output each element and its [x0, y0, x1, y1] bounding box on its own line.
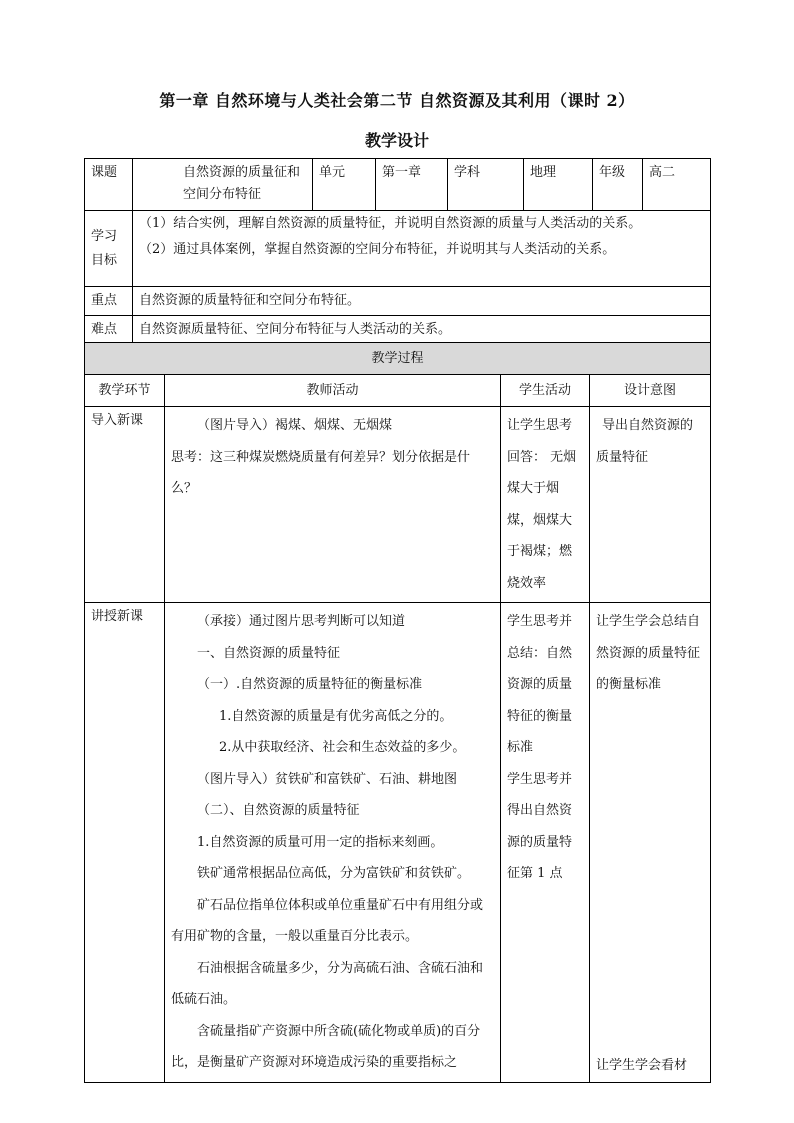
- col-stage-header: 教学环节: [85, 375, 165, 407]
- page-title: 第一章 自然环境与人类社会第二节 自然资源及其利用（课时 2）: [159, 91, 635, 110]
- teacher-line-12: 含硫量指矿产资源中所含硫(硫化物或单质)的百分比，是衡量矿产资源对环境造成污染的重要指标之: [171, 1023, 481, 1070]
- intro-teacher-line-2: 思考：这三种煤炭燃烧质量有何差异？划分依据是什么？: [171, 449, 471, 496]
- objective-item-1: （1）结合实例，理解自然资源的质量特征，并说明自然资源的质量与人类活动的关系。: [139, 216, 642, 231]
- teacher-line-7: （二）、自然资源的质量特征: [197, 803, 360, 818]
- intro-row: [85, 407, 711, 603]
- topic-label: 课题: [85, 159, 133, 211]
- design-text-1: 让学生学会总结自然资源的质量特征的衡量标准: [596, 614, 701, 692]
- subject-label: 学科: [448, 159, 524, 211]
- teacher-line-3: （一）.自然资源的质量特征的衡量标准: [197, 677, 423, 692]
- teacher-line-1: （承接）通过图片思考判断可以知道: [197, 614, 406, 629]
- teacher-line-4: 1.自然资源的质量是有优劣高低之分的。: [219, 708, 453, 724]
- info-table: [84, 158, 711, 345]
- key-row: [85, 287, 711, 316]
- process-header: 教学过程: [85, 343, 711, 375]
- teacher-line-8: 1.自然资源的质量可用一定的指标来刻画。: [197, 834, 444, 850]
- objective-item-2: （2）通过具体案例，掌握自然资源的空间分布特征，并说明其与人类活动的关系。: [139, 242, 616, 257]
- unit-value: 第一章: [376, 159, 448, 211]
- teacher-line-10: 矿石品位指单位体积或单位重量矿石中有用组分或有用矿物的含量，一般以重量百分比表示。: [171, 897, 484, 944]
- topic-row: [85, 159, 711, 211]
- teacher-line-11: 石油根据含硫量多少，分为高硫石油、含硫石油和低硫石油。: [171, 960, 484, 1007]
- difficult-label: 难点: [85, 316, 133, 345]
- teacher-line-2: 一、自然资源的质量特征: [197, 645, 341, 661]
- grade-value: 高二: [643, 159, 711, 211]
- objective-label: 学习目标: [85, 211, 133, 287]
- process-header-row: [85, 343, 711, 375]
- student-text-2: 学生思考并得出自然资源的质量特征第 1 点: [507, 771, 573, 881]
- subject-value: 地理: [524, 159, 593, 211]
- intro-student-activity: [501, 407, 590, 603]
- intro-stage: 导入新课: [85, 407, 165, 603]
- difficult-row: [85, 316, 711, 345]
- teaching-student-activity: [501, 603, 590, 1083]
- teacher-line-9: 铁矿通常根据品位高低，分为富铁矿和贫铁矿。: [197, 866, 471, 881]
- process-table: [84, 342, 711, 1083]
- teaching-stage: 讲授新课: [85, 603, 165, 1083]
- col-student-header: 学生活动: [501, 375, 590, 407]
- intro-teacher-activity: [165, 407, 501, 603]
- difficult-value: 自然资源质量特征、空间分布特征与人类活动的关系。: [133, 316, 711, 345]
- page-subtitle: 教学设计: [364, 131, 429, 150]
- student-text-1: 学生思考并总结：自然资源的质量特征的衡量标准: [507, 614, 573, 755]
- key-value: 自然资源的质量特征和空间分布特征。: [133, 287, 711, 316]
- unit-label: 单元: [313, 159, 376, 211]
- column-header-row: [85, 375, 711, 407]
- design-text-2: 让学生学会看材: [596, 1058, 688, 1073]
- objective-row: [85, 211, 711, 287]
- intro-design-text: 导出自然资源的质量特征: [596, 418, 694, 465]
- col-teacher-header: 教师活动: [165, 375, 501, 407]
- col-design-header: 设计意图: [590, 375, 711, 407]
- objective-content: [133, 211, 711, 287]
- teacher-line-6: （图片导入）贫铁矿和富铁矿、石油、耕地图: [197, 771, 458, 787]
- grade-label: 年级: [593, 159, 643, 211]
- intro-design-intent: [590, 407, 711, 603]
- topic-value: 自然资源的质量征和空间分布特征: [133, 159, 313, 211]
- teaching-design-intent: [590, 603, 711, 1083]
- intro-teacher-line-1: （图片导入）褐煤、烟煤、无烟煤: [197, 418, 393, 433]
- key-label: 重点: [85, 287, 133, 316]
- teaching-teacher-activity: [165, 603, 501, 1083]
- teaching-row: [85, 603, 711, 1083]
- intro-student-text: 让学生思考回答： 无烟煤大于烟煤，烟煤大于褐煤；燃烧效率: [507, 418, 577, 591]
- teacher-line-5: 2.从中获取经济、社会和生态效益的多少。: [219, 740, 466, 755]
